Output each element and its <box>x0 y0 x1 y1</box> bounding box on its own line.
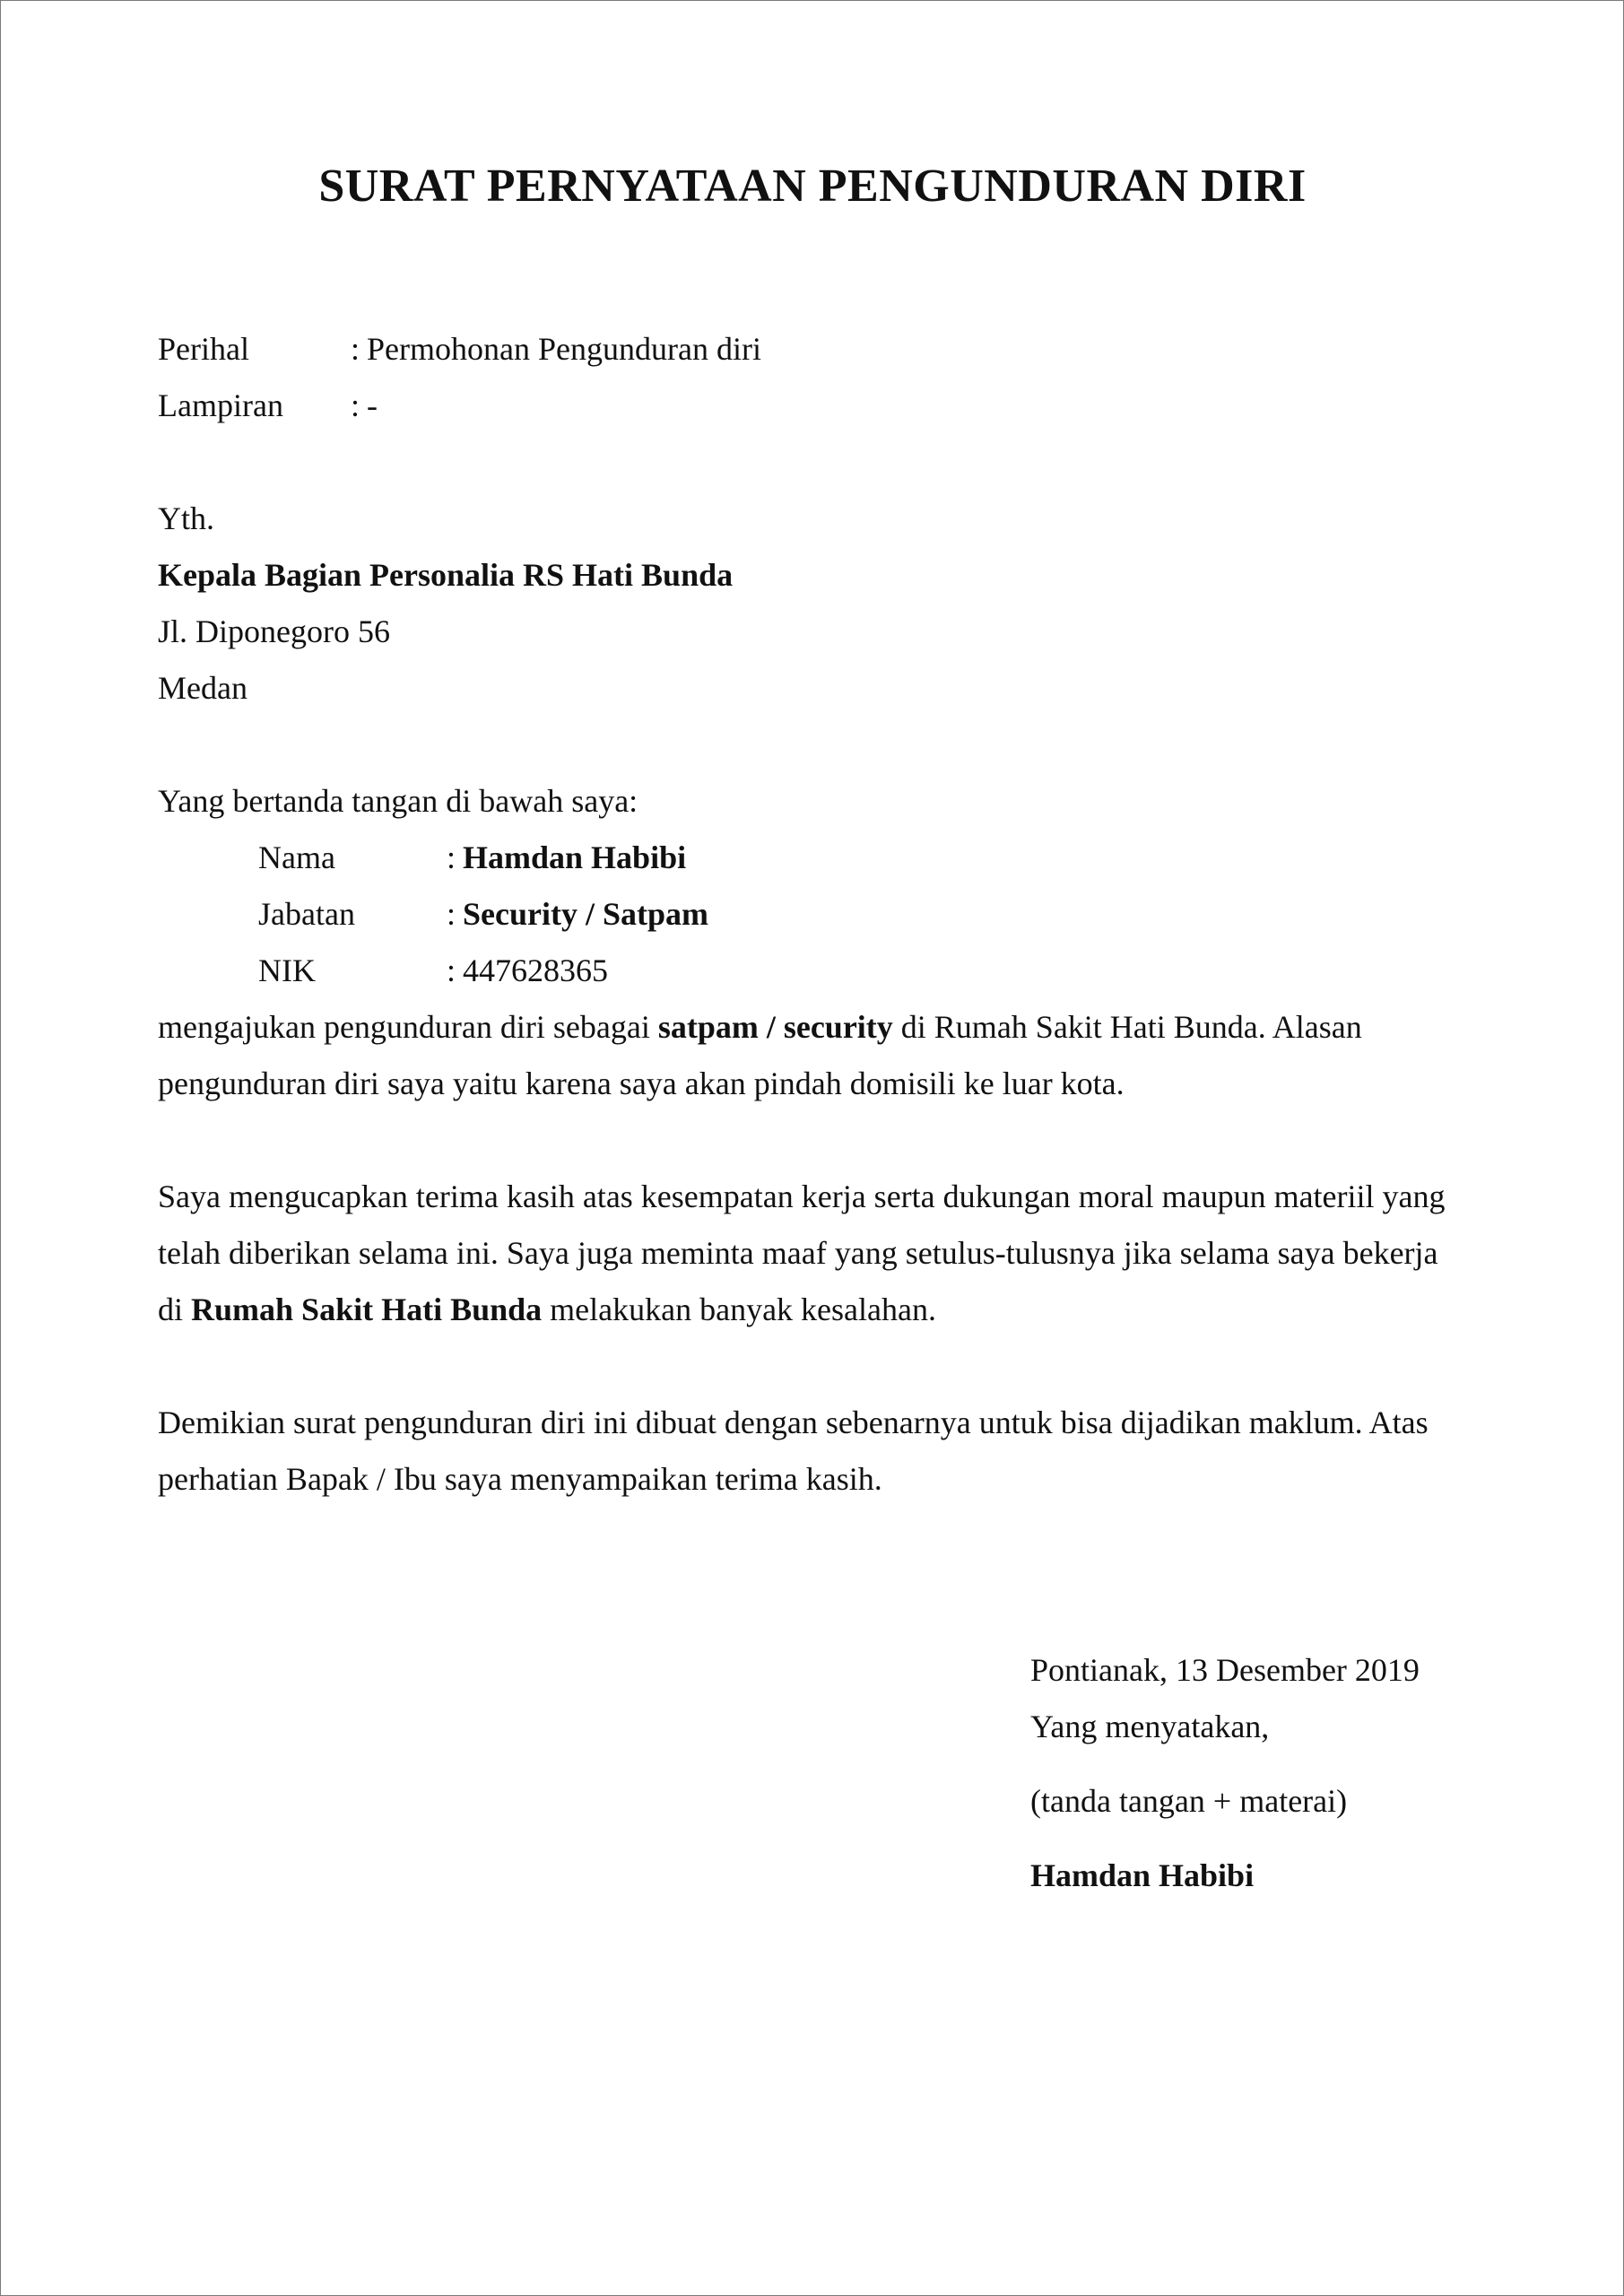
paragraph2-part1: Saya mengucapkan terima kasih atas kesempatan kerja serta dukungan moral maupun materiil yang telah diberikan selama ini. Saya juga meminta maaf yang setulus-tulusnya jika selama saya bekerja di <box>158 1178 1446 1327</box>
perihal-value: Permohonan Pengunduran diri <box>367 331 761 367</box>
paragraph2-part2: melakukan banyak kesalahan. <box>542 1292 936 1327</box>
jabatan-row <box>158 886 1467 943</box>
signature-block <box>1030 1642 1420 1904</box>
recipient-address-line1: Jl. Diponegoro 56 <box>158 613 390 649</box>
paragraph-thanks <box>158 1169 1467 1338</box>
paragraph2-bold: Rumah Sakit Hati Bunda <box>191 1292 543 1327</box>
perihal-row <box>158 321 1467 378</box>
paragraph1-part1: mengajukan pengunduran diri sebagai <box>158 1009 658 1045</box>
signature-place-date: Pontianak, 13 Desember 2019 <box>1030 1652 1420 1688</box>
jabatan-label: Jabatan <box>258 896 355 932</box>
jabatan-value: Security / Satpam <box>463 896 709 932</box>
perihal-label: Perihal <box>158 331 249 367</box>
nik-label: NIK <box>258 952 316 988</box>
lampiran-colon: : <box>351 387 360 423</box>
nama-row <box>158 830 1467 886</box>
recipient-name: Kepala Bagian Personalia RS Hati Bunda <box>158 557 734 593</box>
signature-name: Hamdan Habibi <box>1030 1857 1255 1893</box>
document-title: SURAT PERNYATAAN PENGUNDURAN DIRI <box>318 161 1307 212</box>
paragraph1-bold: satpam / security <box>657 1009 893 1045</box>
signature-closing: Yang menyatakan, <box>1030 1709 1270 1744</box>
nik-colon: : <box>447 952 456 988</box>
salutation: Yth. <box>158 500 214 536</box>
lampiran-label: Lampiran <box>158 387 283 423</box>
nama-label: Nama <box>258 839 335 875</box>
nama-colon: : <box>447 839 456 875</box>
nik-row <box>158 943 1467 999</box>
paragraph-resignation <box>158 999 1467 1112</box>
jabatan-colon: : <box>447 896 456 932</box>
letter-body <box>158 158 1467 1508</box>
lampiran-row <box>158 378 1467 434</box>
recipient-address-line2: Medan <box>158 670 248 706</box>
paragraph-closing: Demikian surat pengunduran diri ini dibuat dengan sebenarnya untuk bisa dijadikan maklum. Atas perhatian Bapak / Ibu saya menyampaikan terima kasih. <box>158 1405 1429 1497</box>
signature-note: (tanda tangan + materai) <box>1030 1783 1348 1819</box>
paragraph1-part2: di Rumah Sakit Hati Bunda. Alasan pengunduran diri saya yaitu karena saya akan pindah domisili ke luar kota. <box>158 1009 1362 1101</box>
perihal-colon: : <box>351 331 360 367</box>
intro-text: Yang bertanda tangan di bawah saya: <box>158 783 638 819</box>
nama-value: Hamdan Habibi <box>463 839 687 875</box>
nik-value: 447628365 <box>463 952 609 988</box>
lampiran-value: - <box>367 387 378 423</box>
